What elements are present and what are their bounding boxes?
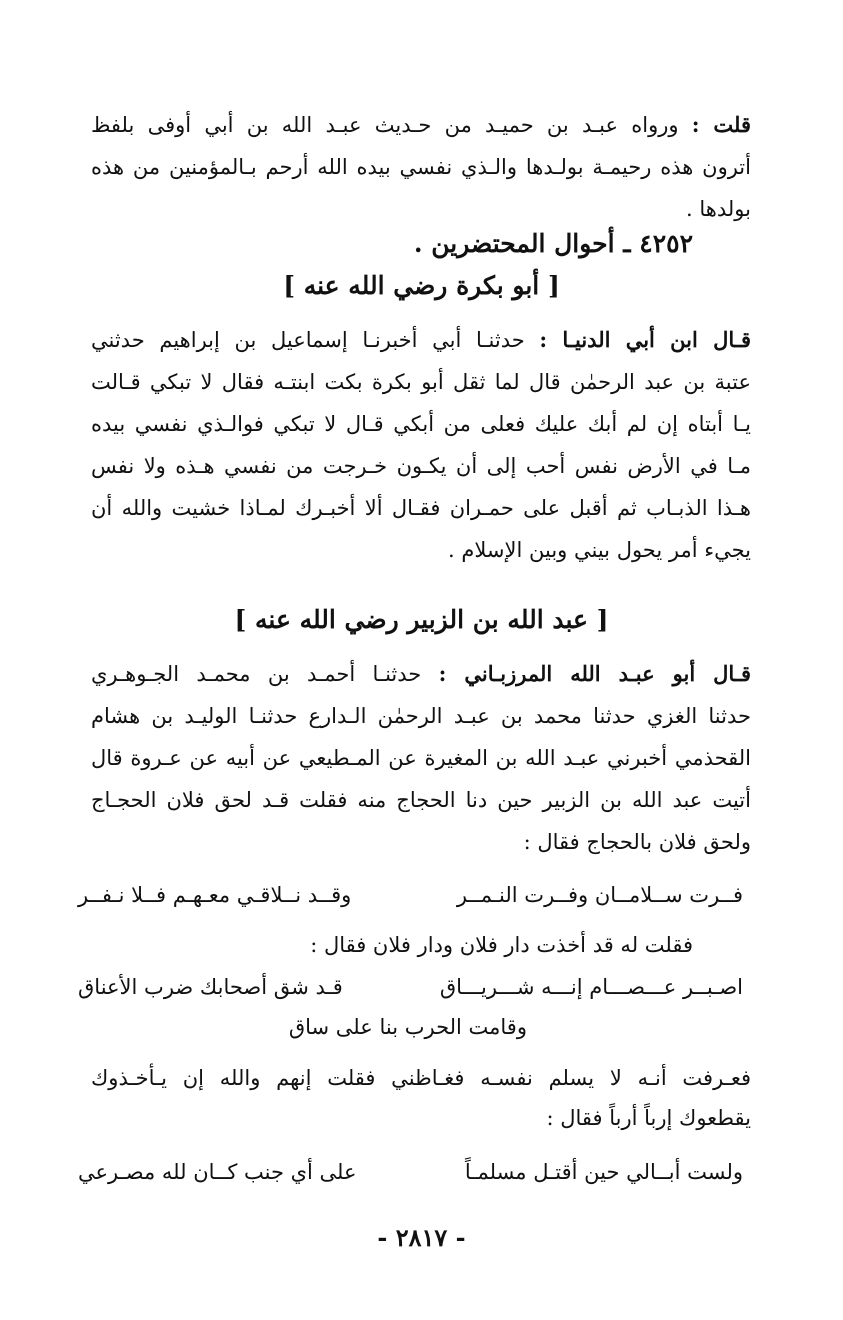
para5-line1: فعـرفت أنـه لا يسلم نفسـه فغـاظني فقلت إنهم والله إن يـأخـذوك	[91, 1066, 751, 1090]
verse2-third-line: وقامت الحرب بنا على ساق	[288, 1015, 527, 1039]
para3-line4: أتيت عبد الله بن الزبير حين دنا الحجاج منه فقلت قـد لحق فلان الحجـاج	[91, 788, 751, 812]
para3-line1	[91, 654, 751, 694]
verse1-second-hemistich: وقــد نــلاقـي معـهـم فــلا نـفــر	[78, 883, 352, 907]
section-heading: ٤٢٥٢ ـ أحوال المحتضرين .	[413, 229, 693, 258]
subheading-ibn-zubayr: [ عبد الله بن الزبير رضي الله عنه ]	[234, 605, 609, 634]
para1-lead: قلت :	[691, 112, 751, 137]
page-number: - ٢٨١٧ -	[377, 1223, 466, 1252]
para2-line1	[91, 320, 751, 360]
para2-line4: مـا في الأرض نفس أحب إلى أن يكـون خـرجت من نفسي هـذه ولا نفس	[91, 454, 751, 478]
verse1-first-hemistich: فــرت ســلامــان وفــرت النـمــر	[456, 883, 743, 907]
subheading-abu-bakra: [ أبو بكرة رضي الله عنه ]	[283, 271, 560, 300]
para3-line5: ولحق فلان بالحجاج فقال :	[523, 830, 751, 854]
para2-lead: قـال ابن أبي الدنيـا :	[539, 327, 751, 352]
para5-line2: يقطعوك إرباً أرباً فقال :	[546, 1106, 751, 1130]
verse3-first-hemistich: ولست أبــالي حين أقتـل مسلمـاً	[464, 1160, 743, 1184]
para2-line6: يجيء أمر يحول بيني وبين الإسلام .	[448, 538, 751, 562]
para1-line1	[91, 105, 751, 145]
para3-line3: القحذمي أخبرني عبـد الله بن المغيرة عن المـطيعي عن أبيه عن عـروة قال	[91, 746, 751, 770]
para1-line1-text: ورواه عبـد بن حميـد من حـديث عبـد الله بن أبي أوفى بلفظ	[91, 113, 679, 137]
para1-line2: أترون هذه رحيمـة بولـدها والـذي نفسي بيده الله أرحم بـالمؤمنين من هذه	[91, 155, 751, 179]
para3-lead: قـال أبو عبـد الله المرزبـاني :	[438, 661, 752, 686]
para3-line2: حدثنا الغزي حدثنا محمد بن عبـد الرحمٰن الـدارع حدثنـا الوليـد بن هشام	[91, 704, 751, 728]
verse2-first-hemistich: اصـبــر عـــصـــام إنـــه شـــريـــاق	[439, 975, 743, 999]
para2-line1-text: حدثنـا أبي أخبرنـا إسماعيل بن إبراهيم حدثني	[91, 328, 525, 352]
verse2-second-hemistich: قـد شق أصحابك ضرب الأعناق	[78, 975, 343, 999]
para2-line3: يـا أبتاه إن لم أبك عليك فعلى من أبكي قـال لا تبكي فوالـذي نفسي بيده	[91, 412, 751, 436]
para2-line5: هـذا الذبـاب ثم أقبل على حمـران فقـال ألا أخبـرك لمـاذا خشيت والله أن	[91, 496, 751, 520]
para2-line2: عتبة بن عبد الرحمٰن قال لما ثقل أبو بكرة بكت ابنتـه فقال لا تبكي قـالت	[91, 370, 751, 394]
para3-line1-text: حدثنـا أحمـد بن محمـد الجـوهـري	[91, 662, 422, 686]
verse3-second-hemistich: على أي جنب كــان لله مصـرعي	[78, 1160, 357, 1184]
para4-line: فقلت له قد أخذت دار فلان ودار فلان فقال :	[310, 933, 693, 957]
para1-line3: بولدها .	[686, 197, 751, 221]
